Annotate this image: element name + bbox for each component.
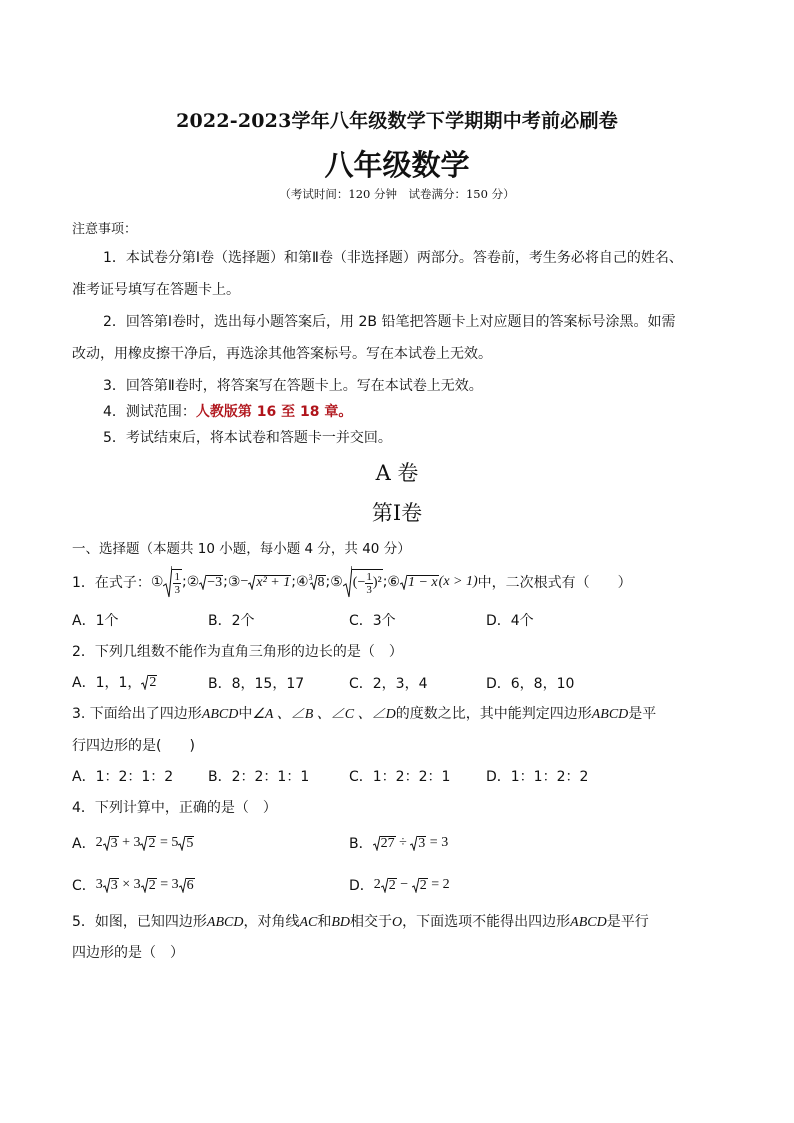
q3-option-a: A．1：2：1：2: [72, 769, 174, 785]
radicand: 3: [418, 835, 426, 851]
operator: = 5: [156, 835, 179, 850]
q4-option-b-label: B．: [349, 836, 373, 852]
volume-a-heading: A 卷: [375, 461, 419, 485]
radical-sign-icon: [199, 574, 206, 590]
q2-option-d: D．6，8，10: [486, 676, 575, 692]
q3-angles: ∠A 、∠B 、∠C 、∠D: [252, 707, 396, 722]
q1-expr-2: [199, 574, 223, 590]
q1-expr-4-mark: ④: [295, 574, 309, 590]
radical-sign-icon: [103, 877, 110, 893]
q4-option-a-expr: [96, 835, 195, 851]
q1-expr-5-mark: ⑤: [330, 574, 343, 590]
q5-text-4: ，下面选项不能得出四边形: [402, 914, 571, 930]
q1-expr-3-radicand: x² + 1: [256, 574, 291, 590]
operator: × 3: [118, 877, 141, 892]
q1-expr-1: [163, 566, 182, 598]
question-5-line-2: 四边形的是（ ）: [72, 945, 184, 961]
radical-sign-icon: [163, 566, 172, 598]
exam-title: 2022-2023学年八年级数学下学期期中考前必刷卷: [176, 110, 618, 132]
radicand: 5: [186, 835, 194, 851]
coefficient: 3: [95, 877, 103, 892]
q3-quad-name: ABCD: [201, 707, 239, 722]
q1-expr-2-radicand: −3: [207, 574, 223, 590]
q5-diagonal-ac: AC: [299, 915, 318, 930]
radical-sign-icon: [412, 877, 419, 893]
operator: = 2: [427, 877, 450, 892]
q4-option-a-label: A．: [72, 836, 96, 852]
q5-quad-name: ABCD: [570, 915, 607, 930]
notice-item-5: 5．考试结束后，将本试卷和答题卡一并交回。: [103, 430, 392, 446]
radical-sign-icon: [381, 877, 388, 893]
q1-expr-1-mark: ①: [150, 574, 164, 590]
q1-expr-5-close: )²: [372, 575, 382, 590]
q3-option-c: C．1：2：2：1: [349, 769, 451, 785]
operator: ÷: [395, 835, 411, 850]
q4-option-d: [349, 875, 450, 895]
radicand: 2: [148, 835, 156, 851]
q1-expr-2-mark: ②: [186, 574, 200, 590]
q5-quad-name: ABCD: [206, 915, 244, 930]
q1-expr-3: [240, 574, 291, 590]
q5-text-1: 5．如图，已知四边形: [72, 914, 207, 930]
q1-separator: ;: [181, 574, 187, 590]
question-3-line-1: [72, 703, 656, 723]
q1-expr-5: [343, 566, 383, 598]
q2-option-a-radicand: 2: [149, 674, 157, 690]
q1-expr-1-denominator: 3: [174, 583, 180, 596]
radical-sign-icon: [343, 566, 352, 598]
q2-option-c: C．2，3，4: [349, 676, 428, 692]
operator: −: [396, 877, 412, 892]
q3-text-3: 的度数之比，其中能判定四边形: [395, 706, 592, 722]
part-one-heading: 第Ⅰ卷: [371, 501, 423, 525]
q1-expr-4-index: 3: [308, 572, 313, 582]
question-5-line-1: [72, 911, 649, 931]
q1-separator: ;: [382, 574, 388, 590]
multiple-choice-heading: 一、选择题（本题共 10 小题，每小题 4 分，共 40 分）: [72, 541, 411, 557]
radical-sign-icon: [248, 574, 255, 590]
q1-option-b: B．2个: [208, 613, 255, 629]
question-1-stem: [72, 566, 632, 598]
radicand: 2: [419, 877, 427, 893]
q1-expr-5-open: (−: [352, 575, 366, 590]
radicand: 27: [380, 835, 395, 851]
q1-expr-1-numerator: 1: [174, 570, 180, 583]
q4-option-c-expr: [96, 877, 195, 893]
radical-sign-icon: [410, 835, 417, 851]
q5-point-o: O: [392, 915, 403, 930]
radicand: 3: [110, 835, 118, 851]
q1-expr-3-mark: ③: [227, 574, 241, 590]
q3-text-4: 是平: [628, 706, 657, 722]
q1-option-a: A．1个: [72, 613, 119, 629]
operator: = 3: [426, 835, 449, 850]
q2-option-a-text: A．1，1，: [72, 675, 142, 691]
notice-item-1-line-1: 1．本试卷分第Ⅰ卷（选择题）和第Ⅱ卷（非选择题）两部分。答卷前，考生务必将自己的姓名、: [103, 250, 683, 266]
q4-option-c-label: C．: [72, 878, 96, 894]
q1-expr-4: [309, 574, 326, 590]
notice-item-4-prefix: 4．测试范围：: [103, 404, 196, 420]
q1-separator: ;: [291, 574, 296, 590]
q3-text-1: 3. 下面给出了四边形: [72, 706, 202, 722]
question-3-line-2: 行四边形的是( ): [72, 738, 195, 754]
radical-sign-icon: [141, 877, 148, 893]
q1-expr-3-minus: −: [240, 574, 249, 589]
q5-text-5: 是平行: [606, 914, 649, 930]
q5-text-and: 和: [317, 914, 332, 930]
q1-option-c: C．3个: [349, 613, 396, 629]
q3-option-b: B．2：2：1：1: [208, 769, 310, 785]
radical-sign-icon: [140, 835, 147, 851]
q3-quad-name: ABCD: [591, 707, 629, 722]
q1-expr-6-condition: (x > 1): [438, 574, 478, 589]
radical-sign-icon: [400, 574, 407, 590]
q4-option-d-label: D．: [349, 878, 374, 894]
q1-separator: ;: [223, 574, 228, 590]
operator: = 3: [156, 877, 179, 892]
notice-heading: 注意事项：: [72, 222, 138, 237]
q1-suffix: 中，二次根式有（ ）: [477, 575, 632, 591]
q1-expr-6-radicand: 1 − x: [407, 574, 438, 590]
q1-expr-5-numerator: 1: [366, 570, 372, 583]
q5-text-3: 相交于: [350, 914, 393, 930]
q1-option-d: D．4个: [486, 613, 534, 629]
question-2-stem: 2．下列几组数不能作为直角三角形的边长的是（ ）: [72, 644, 403, 660]
radical-sign-icon: [179, 877, 186, 893]
q4-option-b: [349, 833, 448, 853]
question-4-stem: 4．下列计算中，正确的是（ ）: [72, 800, 277, 816]
notice-item-3: 3．回答第Ⅱ卷时，将答案写在答题卡上。写在本试卷上无效。: [103, 378, 483, 394]
radicand: 6: [186, 877, 194, 893]
q4-option-c: [72, 875, 195, 895]
q1-expr-6-mark: ⑥: [387, 574, 400, 590]
radicand: 2: [148, 877, 156, 893]
q4-option-b-expr: [373, 835, 449, 851]
q1-separator: ;: [325, 574, 331, 590]
q1-prefix: 1．在式子：: [72, 575, 151, 591]
notice-item-2-line-2: 改动，用橡皮擦干净后，再选涂其他答案标号。写在本试卷上无效。: [72, 346, 492, 362]
q1-expr-4-radicand: 8: [317, 574, 325, 590]
radical-sign-icon: [141, 674, 148, 690]
notice-item-4: [103, 401, 352, 421]
notice-item-2-line-1: 2．回答第Ⅰ卷时，选出每小题答案后，用 2B 铅笔把答题卡上对应题目的答案标号涂黑。如需: [103, 314, 676, 330]
radical-sign-icon: [103, 835, 110, 851]
notice-item-1-line-2: 准考证号填写在答题卡上。: [72, 282, 240, 298]
radical-sign-icon: [373, 835, 380, 851]
q2-option-b: B．8，15，17: [208, 676, 305, 692]
q4-option-a: [72, 833, 194, 853]
coefficient: 2: [373, 877, 381, 892]
radicand: 2: [388, 877, 396, 893]
test-scope: 人教版第 16 至 18 章。: [195, 404, 353, 420]
subject-title: 八年级数学: [324, 148, 470, 182]
operator: + 3: [118, 835, 141, 850]
q1-expr-6: [400, 574, 478, 590]
q5-diagonal-bd: BD: [331, 915, 351, 930]
q3-option-d: D．1：1：2：2: [486, 769, 589, 785]
exam-info: （考试时间：120 分钟 试卷满分：150 分）: [279, 187, 515, 201]
q3-text-2: 中: [238, 706, 253, 722]
radicand: 3: [110, 877, 118, 893]
q2-option-a: [72, 672, 157, 692]
coefficient: 2: [95, 835, 103, 850]
q5-text-2: ，对角线: [243, 914, 300, 930]
q1-expr-5-denominator: 3: [366, 583, 372, 596]
radical-sign-icon: [178, 835, 185, 851]
q4-option-d-expr: [374, 877, 450, 893]
